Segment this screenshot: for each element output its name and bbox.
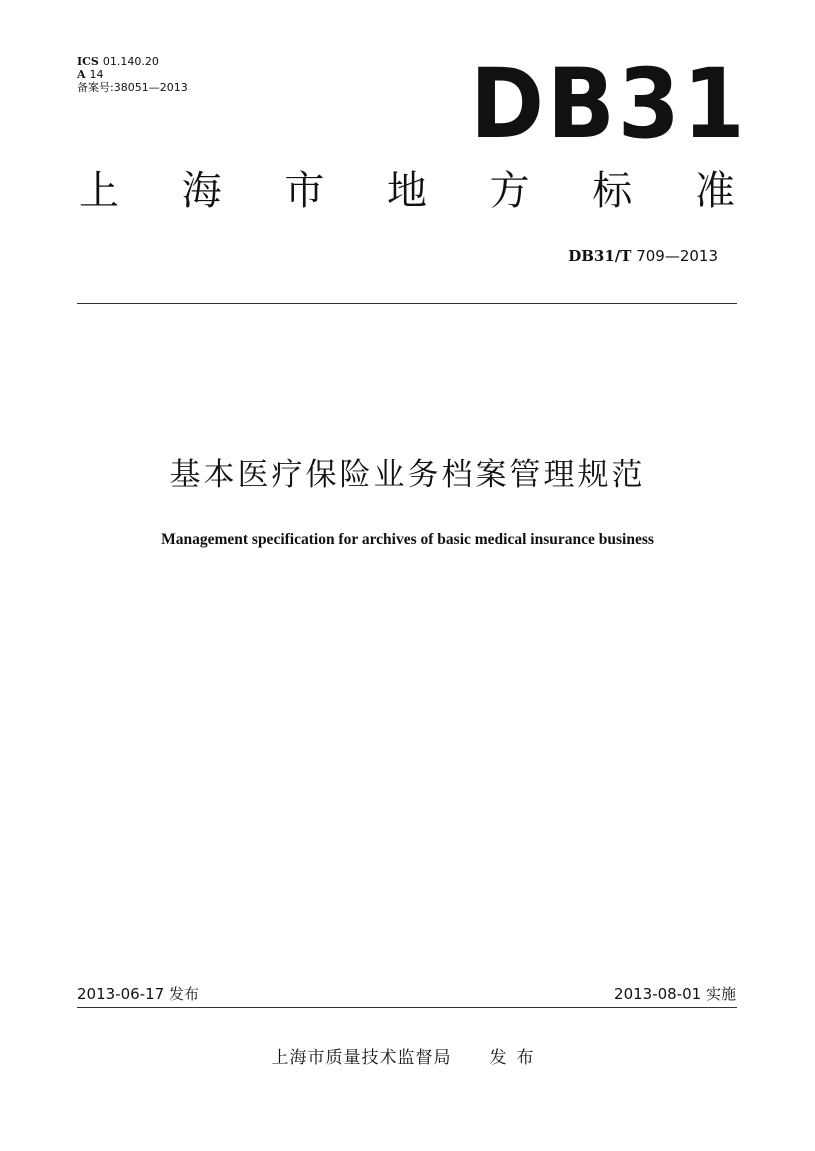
standard-type-char: 准 bbox=[694, 168, 735, 214]
standard-type-char: 地 bbox=[386, 168, 427, 214]
publisher-action: 发布 bbox=[489, 1048, 544, 1068]
publisher-organization: 上海市质量技术监督局 bbox=[271, 1048, 452, 1068]
ics-row bbox=[77, 55, 188, 68]
publisher-line bbox=[0, 1046, 815, 1070]
classification-block bbox=[77, 55, 188, 94]
standard-type-char: 标 bbox=[592, 168, 633, 214]
ics-label: ICS bbox=[77, 55, 99, 68]
top-divider bbox=[77, 303, 737, 304]
standard-type-heading bbox=[77, 166, 737, 216]
record-number: 备案号:38051—2013 bbox=[77, 81, 188, 94]
standard-type-char: 方 bbox=[489, 168, 530, 214]
standard-type-char: 市 bbox=[284, 168, 325, 214]
document-title-chinese: 基本医疗保险业务档案管理规范 bbox=[169, 457, 646, 493]
standard-code bbox=[568, 247, 718, 265]
bottom-divider bbox=[77, 1007, 737, 1008]
standard-type-char: 海 bbox=[181, 168, 222, 214]
issue-date: 2013-06-17 发布 bbox=[77, 985, 199, 1003]
implementation-date: 2013-08-01 实施 bbox=[614, 985, 736, 1003]
standard-type-char: 上 bbox=[79, 168, 119, 214]
ics-value: 01.140.20 bbox=[102, 55, 159, 68]
standard-code-prefix: DB31/T bbox=[568, 247, 632, 265]
db31-logo: DB31 bbox=[470, 48, 748, 160]
ccs-label: A bbox=[77, 68, 86, 81]
ccs-row bbox=[77, 68, 188, 81]
ccs-value: 14 bbox=[89, 68, 104, 81]
standard-code-number: 709—2013 bbox=[636, 247, 718, 265]
document-title-english: Management specification for archives of basic medical insurance business bbox=[161, 531, 654, 548]
